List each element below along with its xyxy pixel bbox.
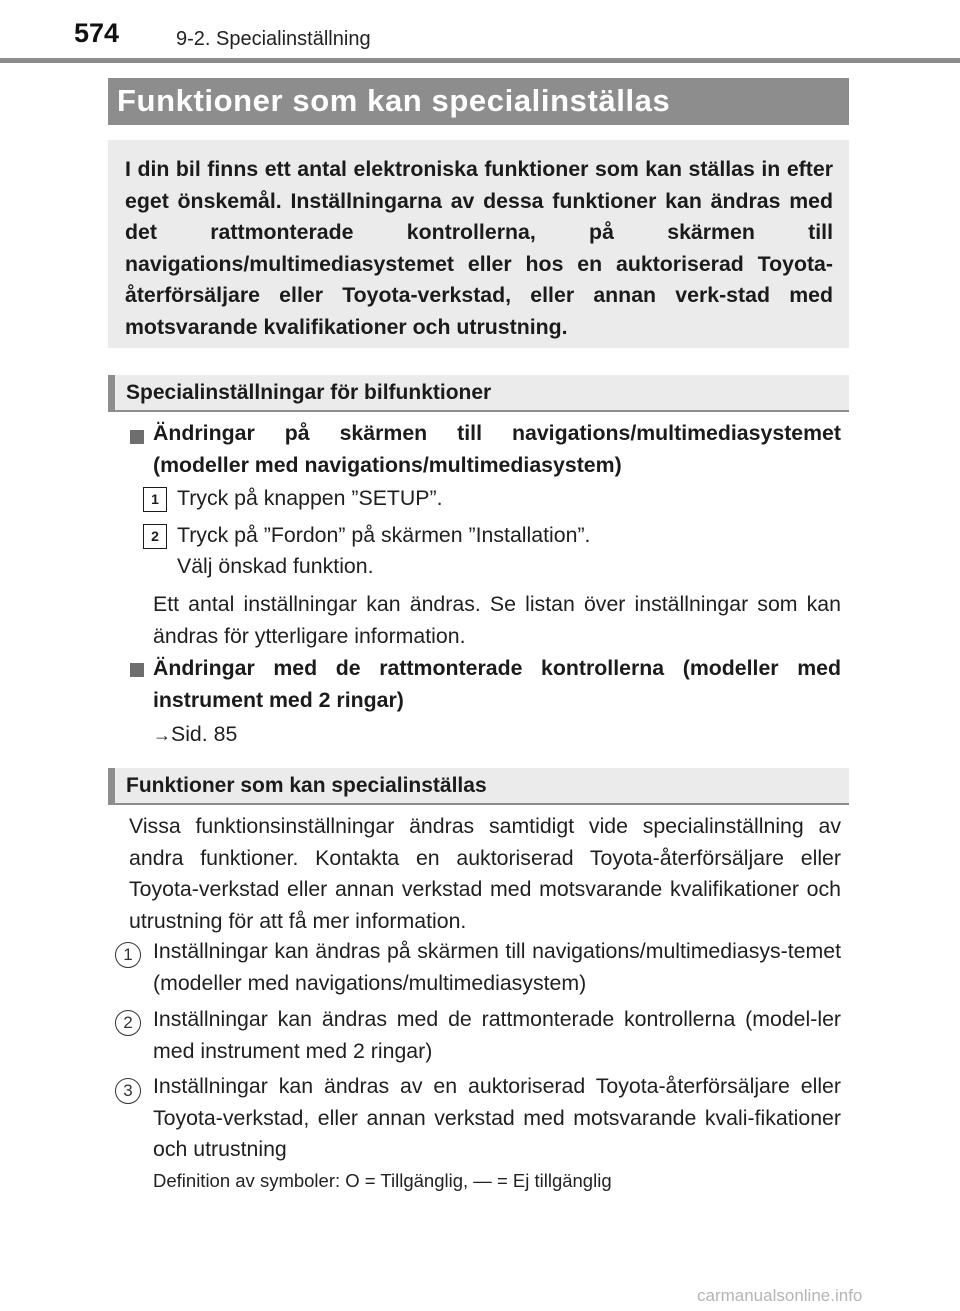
page-title: Funktioner som kan specialinställas bbox=[117, 83, 671, 118]
section-heading-bilfunktioner bbox=[108, 375, 849, 412]
main-title-bar bbox=[108, 78, 849, 125]
list-item: Inställningar kan ändras på skärmen till navigations/multimediasys-temet (modeller med navigations/multimediasystem) bbox=[153, 939, 841, 995]
header-rule bbox=[0, 58, 960, 63]
list-item: Inställningar kan ändras med de rattmonterade kontrollerna (model-ler med instrument med 2 ringar) bbox=[153, 1007, 841, 1063]
list-item: Inställningar kan ändras av en auktoriserad Toyota-återförsäljare eller Toyota-verkstad, eller annan verkstad med motsvarande kvali-fikationer och utrustning bbox=[153, 1074, 841, 1161]
circled-number: 2 bbox=[115, 1010, 141, 1036]
section-breadcrumb: 9-2. Specialinställning bbox=[176, 28, 371, 50]
section-paragraph: Vissa funktionsinställningar ändras samtidigt vide specialinställning av andra funktioner. Kontakta en auktoriserad Toyota-återförsäljare eller Toyota-verkstad eller annan verkstad med motsvarande kvalifikationer och utrustning för att få mer information. bbox=[129, 814, 841, 933]
item-title-steering: Ändringar med de rattmonterade kontrollerna (modeller med instrument med 2 ringar) bbox=[153, 656, 841, 712]
section-heading-funktioner bbox=[108, 768, 849, 805]
section-heading-text: Specialinställningar för bilfunktioner bbox=[126, 381, 492, 404]
section-heading-text: Funktioner som kan specialinställas bbox=[126, 774, 487, 797]
step-number-box: 1 bbox=[143, 487, 167, 512]
step-text-continued: Välj önskad funktion. bbox=[177, 554, 374, 578]
step-text: Tryck på knappen ”SETUP”. bbox=[177, 486, 443, 510]
watermark: carmanualsonline.info bbox=[697, 1286, 863, 1305]
heading-accent-bar bbox=[108, 375, 115, 410]
arrow-right-icon: → bbox=[153, 725, 171, 745]
circled-number: 3 bbox=[115, 1078, 141, 1104]
item-title-navigation: Ändringar på skärmen till navigations/multimediasystemet (modeller med navigations/multimediasystem) bbox=[153, 421, 841, 477]
symbol-definition: Definition av symboler: O = Tillgänglig, — = Ej tillgänglig bbox=[153, 1170, 612, 1191]
bullet-square-icon bbox=[130, 663, 144, 677]
page-header bbox=[0, 0, 960, 64]
circled-number: 1 bbox=[115, 942, 141, 968]
step-note: Ett antal inställningar kan ändras. Se listan över inställningar som kan ändras för ytterligare information. bbox=[153, 592, 841, 648]
step-text: Tryck på ”Fordon” på skärmen ”Installation”. bbox=[177, 523, 591, 547]
step-number-box: 2 bbox=[143, 524, 167, 549]
heading-accent-bar bbox=[108, 768, 115, 803]
intro-text: I din bil finns ett antal elektroniska funktioner som kan ställas in efter eget önskemål. Inställningarna av dessa funktioner kan ändras med det rattmonterade kontrollerna, på skärmen till navigations/multimediasystemet eller hos en auktoriserad Toyota-återförsäljare eller Toyota-verkstad, eller annan verk-stad med motsvarande kvalifikationer och utrustning. bbox=[125, 157, 833, 339]
bullet-square-icon bbox=[130, 430, 144, 444]
page-reference-text: Sid. 85 bbox=[171, 722, 238, 746]
page-reference[interactable] bbox=[153, 719, 237, 752]
intro-box bbox=[108, 140, 849, 348]
page-number: 574 bbox=[74, 18, 120, 48]
